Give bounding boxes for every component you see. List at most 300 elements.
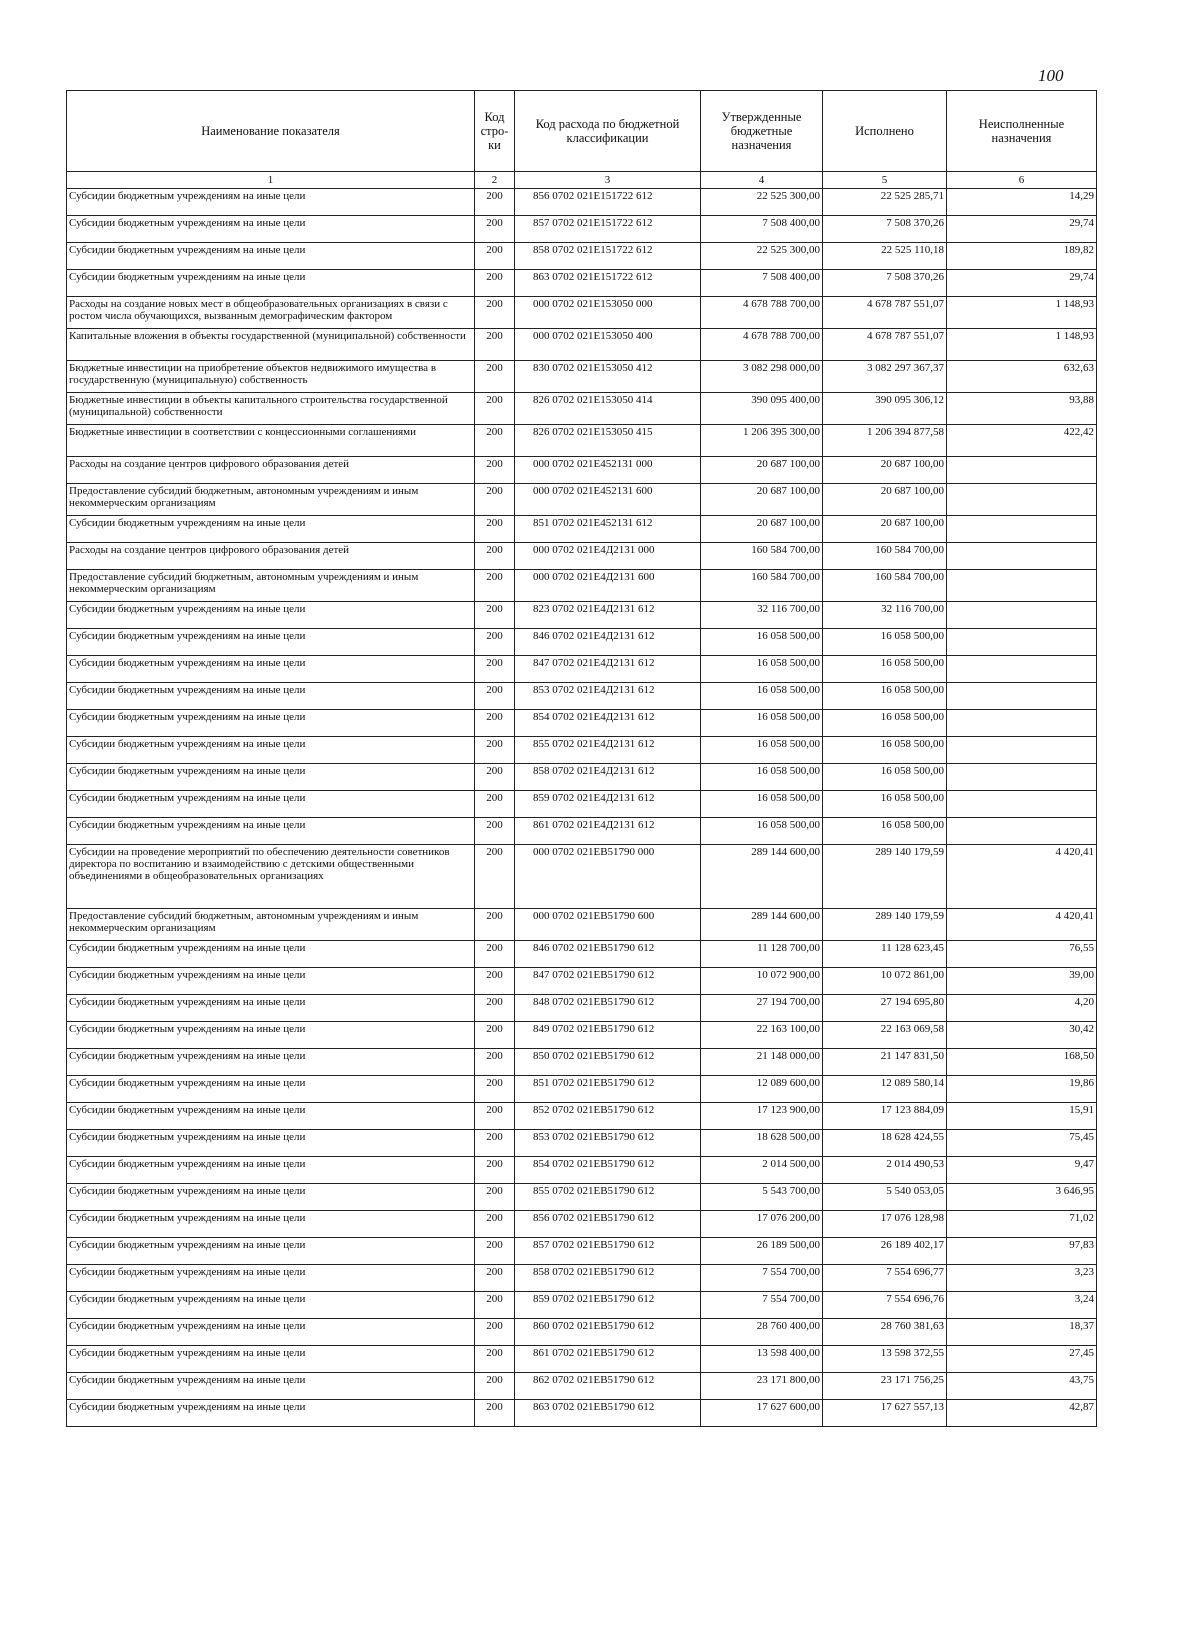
- unexecuted-cell: 4 420,41: [947, 909, 1097, 941]
- executed-cell: 17 076 128,98: [823, 1211, 947, 1238]
- expense-code-cell: 846 0702 021Е4Д2131 612: [515, 629, 701, 656]
- executed-cell: 16 058 500,00: [823, 737, 947, 764]
- table-row: [67, 393, 1097, 425]
- line-code-cell: 200: [475, 270, 515, 297]
- unexecuted-cell: 19,86: [947, 1076, 1097, 1103]
- approved-cell: 32 116 700,00: [701, 602, 823, 629]
- expense-code-cell: 857 0702 021ЕВ51790 612: [515, 1238, 701, 1265]
- indicator-name-cell: Субсидии бюджетным учреждениям на иные цели: [67, 1319, 475, 1346]
- table-row: [67, 361, 1097, 393]
- indicator-name-cell: Предоставление субсидий бюджетным, автономным учреждениям и иным некоммерческим организациям: [67, 484, 475, 516]
- column-number: 1: [67, 172, 475, 189]
- approved-cell: 17 627 600,00: [701, 1400, 823, 1427]
- table-row: [67, 968, 1097, 995]
- approved-cell: 289 144 600,00: [701, 845, 823, 909]
- unexecuted-cell: 3,24: [947, 1292, 1097, 1319]
- table-row: [67, 516, 1097, 543]
- executed-cell: 7 554 696,77: [823, 1265, 947, 1292]
- indicator-name-cell: Субсидии бюджетным учреждениям на иные цели: [67, 1346, 475, 1373]
- line-code-cell: 200: [475, 629, 515, 656]
- unexecuted-cell: [947, 543, 1097, 570]
- expense-code-cell: 849 0702 021ЕВ51790 612: [515, 1022, 701, 1049]
- expense-code-cell: 853 0702 021Е4Д2131 612: [515, 683, 701, 710]
- approved-cell: 13 598 400,00: [701, 1346, 823, 1373]
- approved-cell: 16 058 500,00: [701, 683, 823, 710]
- table-row: [67, 845, 1097, 909]
- indicator-name-cell: Субсидии бюджетным учреждениям на иные цели: [67, 764, 475, 791]
- expense-code-cell: 857 0702 021Е151722 612: [515, 216, 701, 243]
- expense-code-cell: 861 0702 021Е4Д2131 612: [515, 818, 701, 845]
- line-code-cell: 200: [475, 1076, 515, 1103]
- approved-cell: 27 194 700,00: [701, 995, 823, 1022]
- indicator-name-cell: Субсидии бюджетным учреждениям на иные цели: [67, 1076, 475, 1103]
- executed-cell: 7 554 696,76: [823, 1292, 947, 1319]
- indicator-name-cell: Субсидии бюджетным учреждениям на иные цели: [67, 737, 475, 764]
- table-row: [67, 270, 1097, 297]
- table-row: [67, 1373, 1097, 1400]
- unexecuted-cell: 4 420,41: [947, 845, 1097, 909]
- unexecuted-cell: 1 148,93: [947, 297, 1097, 329]
- header-executed: Исполнено: [823, 91, 947, 172]
- table-row: [67, 1130, 1097, 1157]
- table-row: [67, 189, 1097, 216]
- executed-cell: 20 687 100,00: [823, 484, 947, 516]
- line-code-cell: 200: [475, 1373, 515, 1400]
- unexecuted-cell: 29,74: [947, 270, 1097, 297]
- table-row: [67, 1265, 1097, 1292]
- header-unexecuted: Неисполненные назначения: [947, 91, 1097, 172]
- unexecuted-cell: 39,00: [947, 968, 1097, 995]
- expense-code-cell: 847 0702 021ЕВ51790 612: [515, 968, 701, 995]
- expense-code-cell: 863 0702 021ЕВ51790 612: [515, 1400, 701, 1427]
- unexecuted-cell: [947, 629, 1097, 656]
- executed-cell: 160 584 700,00: [823, 543, 947, 570]
- line-code-cell: 200: [475, 683, 515, 710]
- approved-cell: 28 760 400,00: [701, 1319, 823, 1346]
- executed-cell: 7 508 370,26: [823, 270, 947, 297]
- approved-cell: 3 082 298 000,00: [701, 361, 823, 393]
- executed-cell: 17 123 884,09: [823, 1103, 947, 1130]
- unexecuted-cell: 42,87: [947, 1400, 1097, 1427]
- unexecuted-cell: 18,37: [947, 1319, 1097, 1346]
- table-row: [67, 570, 1097, 602]
- table-body: [67, 189, 1097, 1427]
- unexecuted-cell: [947, 457, 1097, 484]
- expense-code-cell: 860 0702 021ЕВ51790 612: [515, 1319, 701, 1346]
- table-row: [67, 764, 1097, 791]
- executed-cell: 4 678 787 551,07: [823, 329, 947, 361]
- executed-cell: 16 058 500,00: [823, 818, 947, 845]
- indicator-name-cell: Субсидии на проведение мероприятий по обеспечению деятельности советников директора по воспитанию и взаимодействию с детскими общественными объединениями в общеобразовательных организациях: [67, 845, 475, 909]
- approved-cell: 20 687 100,00: [701, 516, 823, 543]
- column-number: 3: [515, 172, 701, 189]
- approved-cell: 5 543 700,00: [701, 1184, 823, 1211]
- indicator-name-cell: Субсидии бюджетным учреждениям на иные цели: [67, 1103, 475, 1130]
- indicator-name-cell: Субсидии бюджетным учреждениям на иные цели: [67, 656, 475, 683]
- column-number: 2: [475, 172, 515, 189]
- indicator-name-cell: Субсидии бюджетным учреждениям на иные цели: [67, 216, 475, 243]
- executed-cell: 16 058 500,00: [823, 629, 947, 656]
- indicator-name-cell: Субсидии бюджетным учреждениям на иные цели: [67, 516, 475, 543]
- line-code-cell: 200: [475, 484, 515, 516]
- approved-cell: 16 058 500,00: [701, 629, 823, 656]
- column-number-row: [67, 172, 1097, 189]
- unexecuted-cell: 76,55: [947, 941, 1097, 968]
- unexecuted-cell: [947, 710, 1097, 737]
- table-row: [67, 543, 1097, 570]
- approved-cell: 2 014 500,00: [701, 1157, 823, 1184]
- table-row: [67, 1157, 1097, 1184]
- indicator-name-cell: Бюджетные инвестиции в объекты капитального строительства государственной (муниципальной) собственности: [67, 393, 475, 425]
- column-number: 6: [947, 172, 1097, 189]
- indicator-name-cell: Бюджетные инвестиции в соответствии с концессионными соглашениями: [67, 425, 475, 457]
- line-code-cell: 200: [475, 1400, 515, 1427]
- executed-cell: 16 058 500,00: [823, 764, 947, 791]
- expense-code-cell: 000 0702 021Е452131 600: [515, 484, 701, 516]
- unexecuted-cell: [947, 484, 1097, 516]
- table-row: [67, 1319, 1097, 1346]
- executed-cell: 22 525 110,18: [823, 243, 947, 270]
- line-code-cell: 200: [475, 393, 515, 425]
- approved-cell: 20 687 100,00: [701, 484, 823, 516]
- executed-cell: 20 687 100,00: [823, 516, 947, 543]
- expense-code-cell: 862 0702 021ЕВ51790 612: [515, 1373, 701, 1400]
- expense-code-cell: 852 0702 021ЕВ51790 612: [515, 1103, 701, 1130]
- unexecuted-cell: 189,82: [947, 243, 1097, 270]
- table-row: [67, 710, 1097, 737]
- expense-code-cell: 855 0702 021Е4Д2131 612: [515, 737, 701, 764]
- executed-cell: 22 163 069,58: [823, 1022, 947, 1049]
- expense-code-cell: 863 0702 021Е151722 612: [515, 270, 701, 297]
- line-code-cell: 200: [475, 361, 515, 393]
- unexecuted-cell: 14,29: [947, 189, 1097, 216]
- indicator-name-cell: Субсидии бюджетным учреждениям на иные цели: [67, 1184, 475, 1211]
- expense-code-cell: 846 0702 021ЕВ51790 612: [515, 941, 701, 968]
- indicator-name-cell: Субсидии бюджетным учреждениям на иные цели: [67, 1265, 475, 1292]
- indicator-name-cell: Субсидии бюджетным учреждениям на иные цели: [67, 791, 475, 818]
- approved-cell: 10 072 900,00: [701, 968, 823, 995]
- expense-code-cell: 850 0702 021ЕВ51790 612: [515, 1049, 701, 1076]
- executed-cell: 16 058 500,00: [823, 791, 947, 818]
- line-code-cell: 200: [475, 1292, 515, 1319]
- unexecuted-cell: 3,23: [947, 1265, 1097, 1292]
- indicator-name-cell: Субсидии бюджетным учреждениям на иные цели: [67, 1292, 475, 1319]
- unexecuted-cell: 4,20: [947, 995, 1097, 1022]
- indicator-name-cell: Предоставление субсидий бюджетным, автономным учреждениям и иным некоммерческим организациям: [67, 909, 475, 941]
- executed-cell: 12 089 580,14: [823, 1076, 947, 1103]
- expense-code-cell: 856 0702 021ЕВ51790 612: [515, 1211, 701, 1238]
- expense-code-cell: 847 0702 021Е4Д2131 612: [515, 656, 701, 683]
- executed-cell: 32 116 700,00: [823, 602, 947, 629]
- line-code-cell: 200: [475, 189, 515, 216]
- line-code-cell: 200: [475, 1211, 515, 1238]
- indicator-name-cell: Расходы на создание центров цифрового образования детей: [67, 457, 475, 484]
- approved-cell: 16 058 500,00: [701, 818, 823, 845]
- expense-code-cell: 859 0702 021ЕВ51790 612: [515, 1292, 701, 1319]
- approved-cell: 17 123 900,00: [701, 1103, 823, 1130]
- table-row: [67, 1022, 1097, 1049]
- line-code-cell: 200: [475, 1346, 515, 1373]
- line-code-cell: 200: [475, 216, 515, 243]
- line-code-cell: 200: [475, 1238, 515, 1265]
- table-row: [67, 1184, 1097, 1211]
- unexecuted-cell: 97,83: [947, 1238, 1097, 1265]
- line-code-cell: 200: [475, 909, 515, 941]
- line-code-cell: 200: [475, 1049, 515, 1076]
- unexecuted-cell: 30,42: [947, 1022, 1097, 1049]
- expense-code-cell: 000 0702 021Е153050 400: [515, 329, 701, 361]
- unexecuted-cell: 632,63: [947, 361, 1097, 393]
- line-code-cell: 200: [475, 570, 515, 602]
- executed-cell: 289 140 179,59: [823, 909, 947, 941]
- indicator-name-cell: Расходы на создание новых мест в общеобразовательных организациях в связи с ростом числа обучающихся, вызванным демографическим фактором: [67, 297, 475, 329]
- expense-code-cell: 858 0702 021ЕВ51790 612: [515, 1265, 701, 1292]
- table-row: [67, 329, 1097, 361]
- line-code-cell: 200: [475, 710, 515, 737]
- approved-cell: 18 628 500,00: [701, 1130, 823, 1157]
- executed-cell: 3 082 297 367,37: [823, 361, 947, 393]
- line-code-cell: 200: [475, 297, 515, 329]
- approved-cell: 7 554 700,00: [701, 1292, 823, 1319]
- unexecuted-cell: 71,02: [947, 1211, 1097, 1238]
- expense-code-cell: 826 0702 021Е153050 415: [515, 425, 701, 457]
- indicator-name-cell: Субсидии бюджетным учреждениям на иные цели: [67, 189, 475, 216]
- unexecuted-cell: 27,45: [947, 1346, 1097, 1373]
- unexecuted-cell: 75,45: [947, 1130, 1097, 1157]
- approved-cell: 16 058 500,00: [701, 656, 823, 683]
- executed-cell: 1 206 394 877,58: [823, 425, 947, 457]
- line-code-cell: 200: [475, 516, 515, 543]
- line-code-cell: 200: [475, 845, 515, 909]
- table-row: [67, 216, 1097, 243]
- expense-code-cell: 000 0702 021Е452131 000: [515, 457, 701, 484]
- table-row: [67, 656, 1097, 683]
- indicator-name-cell: Субсидии бюджетным учреждениям на иные цели: [67, 968, 475, 995]
- unexecuted-cell: 15,91: [947, 1103, 1097, 1130]
- unexecuted-cell: [947, 570, 1097, 602]
- line-code-cell: 200: [475, 1265, 515, 1292]
- indicator-name-cell: Субсидии бюджетным учреждениям на иные цели: [67, 1022, 475, 1049]
- line-code-cell: 200: [475, 1022, 515, 1049]
- executed-cell: 23 171 756,25: [823, 1373, 947, 1400]
- page-number: 100: [1038, 66, 1064, 85]
- indicator-name-cell: Бюджетные инвестиции на приобретение объектов недвижимого имущества в государственную (муниципальную) собственность: [67, 361, 475, 393]
- unexecuted-cell: [947, 737, 1097, 764]
- executed-cell: 390 095 306,12: [823, 393, 947, 425]
- executed-cell: 16 058 500,00: [823, 710, 947, 737]
- table-row: [67, 995, 1097, 1022]
- unexecuted-cell: 29,74: [947, 216, 1097, 243]
- indicator-name-cell: Субсидии бюджетным учреждениям на иные цели: [67, 818, 475, 845]
- executed-cell: 22 525 285,71: [823, 189, 947, 216]
- executed-cell: 4 678 787 551,07: [823, 297, 947, 329]
- expense-code-cell: 858 0702 021Е151722 612: [515, 243, 701, 270]
- line-code-cell: 200: [475, 543, 515, 570]
- executed-cell: 21 147 831,50: [823, 1049, 947, 1076]
- unexecuted-cell: [947, 656, 1097, 683]
- table-row: [67, 1049, 1097, 1076]
- header-line-code: Код стро-ки: [475, 91, 515, 172]
- table-row: [67, 1103, 1097, 1130]
- line-code-cell: 200: [475, 1319, 515, 1346]
- approved-cell: 12 089 600,00: [701, 1076, 823, 1103]
- line-code-cell: 200: [475, 1130, 515, 1157]
- approved-cell: 22 163 100,00: [701, 1022, 823, 1049]
- line-code-cell: 200: [475, 425, 515, 457]
- unexecuted-cell: [947, 516, 1097, 543]
- unexecuted-cell: [947, 791, 1097, 818]
- expense-code-cell: 853 0702 021ЕВ51790 612: [515, 1130, 701, 1157]
- executed-cell: 27 194 695,80: [823, 995, 947, 1022]
- line-code-cell: 200: [475, 968, 515, 995]
- indicator-name-cell: Субсидии бюджетным учреждениям на иные цели: [67, 1130, 475, 1157]
- header-indicator-name: Наименование показателя: [67, 91, 475, 172]
- approved-cell: 4 678 788 700,00: [701, 329, 823, 361]
- line-code-cell: 200: [475, 791, 515, 818]
- expense-code-cell: 848 0702 021ЕВ51790 612: [515, 995, 701, 1022]
- executed-cell: 18 628 424,55: [823, 1130, 947, 1157]
- approved-cell: 7 554 700,00: [701, 1265, 823, 1292]
- approved-cell: 23 171 800,00: [701, 1373, 823, 1400]
- line-code-cell: 200: [475, 764, 515, 791]
- expense-code-cell: 826 0702 021Е153050 414: [515, 393, 701, 425]
- executed-cell: 289 140 179,59: [823, 845, 947, 909]
- header-approved: Утвержденные бюджетные назначения: [701, 91, 823, 172]
- executed-cell: 10 072 861,00: [823, 968, 947, 995]
- indicator-name-cell: Субсидии бюджетным учреждениям на иные цели: [67, 683, 475, 710]
- indicator-name-cell: Предоставление субсидий бюджетным, автономным учреждениям и иным некоммерческим организациям: [67, 570, 475, 602]
- line-code-cell: 200: [475, 243, 515, 270]
- expense-code-cell: 858 0702 021Е4Д2131 612: [515, 764, 701, 791]
- indicator-name-cell: Субсидии бюджетным учреждениям на иные цели: [67, 1049, 475, 1076]
- line-code-cell: 200: [475, 818, 515, 845]
- executed-cell: 16 058 500,00: [823, 683, 947, 710]
- executed-cell: 11 128 623,45: [823, 941, 947, 968]
- approved-cell: 390 095 400,00: [701, 393, 823, 425]
- table-row: [67, 818, 1097, 845]
- unexecuted-cell: 422,42: [947, 425, 1097, 457]
- line-code-cell: 200: [475, 995, 515, 1022]
- approved-cell: 17 076 200,00: [701, 1211, 823, 1238]
- approved-cell: 16 058 500,00: [701, 791, 823, 818]
- expense-code-cell: 000 0702 021Е4Д2131 000: [515, 543, 701, 570]
- expense-code-cell: 000 0702 021ЕВ51790 000: [515, 845, 701, 909]
- unexecuted-cell: 93,88: [947, 393, 1097, 425]
- approved-cell: 160 584 700,00: [701, 570, 823, 602]
- approved-cell: 16 058 500,00: [701, 737, 823, 764]
- indicator-name-cell: Субсидии бюджетным учреждениям на иные цели: [67, 243, 475, 270]
- unexecuted-cell: [947, 764, 1097, 791]
- line-code-cell: 200: [475, 602, 515, 629]
- indicator-name-cell: Капитальные вложения в объекты государственной (муниципальной) собственности: [67, 329, 475, 361]
- approved-cell: 22 525 300,00: [701, 243, 823, 270]
- executed-cell: 16 058 500,00: [823, 656, 947, 683]
- approved-cell: 160 584 700,00: [701, 543, 823, 570]
- approved-cell: 1 206 395 300,00: [701, 425, 823, 457]
- approved-cell: 26 189 500,00: [701, 1238, 823, 1265]
- table-row: [67, 791, 1097, 818]
- executed-cell: 26 189 402,17: [823, 1238, 947, 1265]
- indicator-name-cell: Субсидии бюджетным учреждениям на иные цели: [67, 629, 475, 656]
- table-row: [67, 297, 1097, 329]
- approved-cell: 21 148 000,00: [701, 1049, 823, 1076]
- approved-cell: 20 687 100,00: [701, 457, 823, 484]
- indicator-name-cell: Субсидии бюджетным учреждениям на иные цели: [67, 270, 475, 297]
- table-row: [67, 1211, 1097, 1238]
- expense-code-cell: 855 0702 021ЕВ51790 612: [515, 1184, 701, 1211]
- indicator-name-cell: Субсидии бюджетным учреждениям на иные цели: [67, 995, 475, 1022]
- expense-code-cell: 000 0702 021ЕВ51790 600: [515, 909, 701, 941]
- unexecuted-cell: 3 646,95: [947, 1184, 1097, 1211]
- line-code-cell: 200: [475, 1157, 515, 1184]
- table-row: [67, 1076, 1097, 1103]
- expense-code-cell: 859 0702 021Е4Д2131 612: [515, 791, 701, 818]
- unexecuted-cell: 43,75: [947, 1373, 1097, 1400]
- expense-code-cell: 854 0702 021Е4Д2131 612: [515, 710, 701, 737]
- expense-code-cell: 854 0702 021ЕВ51790 612: [515, 1157, 701, 1184]
- executed-cell: 7 508 370,26: [823, 216, 947, 243]
- table-row: [67, 484, 1097, 516]
- table-row: [67, 602, 1097, 629]
- expense-code-cell: 830 0702 021Е153050 412: [515, 361, 701, 393]
- table-row: [67, 1400, 1097, 1427]
- indicator-name-cell: Субсидии бюджетным учреждениям на иные цели: [67, 1238, 475, 1265]
- line-code-cell: 200: [475, 656, 515, 683]
- indicator-name-cell: Субсидии бюджетным учреждениям на иные цели: [67, 602, 475, 629]
- table-row: [67, 1238, 1097, 1265]
- column-number: 4: [701, 172, 823, 189]
- approved-cell: 16 058 500,00: [701, 764, 823, 791]
- expense-code-cell: 851 0702 021ЕВ51790 612: [515, 1076, 701, 1103]
- table-row: [67, 683, 1097, 710]
- executed-cell: 2 014 490,53: [823, 1157, 947, 1184]
- unexecuted-cell: 168,50: [947, 1049, 1097, 1076]
- line-code-cell: 200: [475, 457, 515, 484]
- indicator-name-cell: Субсидии бюджетным учреждениям на иные цели: [67, 941, 475, 968]
- table-row: [67, 629, 1097, 656]
- table-row: [67, 1346, 1097, 1373]
- indicator-name-cell: Субсидии бюджетным учреждениям на иные цели: [67, 1400, 475, 1427]
- indicator-name-cell: Субсидии бюджетным учреждениям на иные цели: [67, 710, 475, 737]
- unexecuted-cell: [947, 683, 1097, 710]
- indicator-name-cell: Субсидии бюджетным учреждениям на иные цели: [67, 1373, 475, 1400]
- header-expense-code: Код расхода по бюджетной классификации: [515, 91, 701, 172]
- approved-cell: 7 508 400,00: [701, 270, 823, 297]
- approved-cell: 11 128 700,00: [701, 941, 823, 968]
- executed-cell: 13 598 372,55: [823, 1346, 947, 1373]
- approved-cell: 289 144 600,00: [701, 909, 823, 941]
- executed-cell: 20 687 100,00: [823, 457, 947, 484]
- expense-code-cell: 823 0702 021Е4Д2131 612: [515, 602, 701, 629]
- approved-cell: 22 525 300,00: [701, 189, 823, 216]
- line-code-cell: 200: [475, 1103, 515, 1130]
- indicator-name-cell: Субсидии бюджетным учреждениям на иные цели: [67, 1157, 475, 1184]
- executed-cell: 28 760 381,63: [823, 1319, 947, 1346]
- table-row: [67, 1292, 1097, 1319]
- indicator-name-cell: Расходы на создание центров цифрового образования детей: [67, 543, 475, 570]
- header-row: [67, 91, 1097, 172]
- executed-cell: 160 584 700,00: [823, 570, 947, 602]
- unexecuted-cell: [947, 818, 1097, 845]
- line-code-cell: 200: [475, 1184, 515, 1211]
- column-number: 5: [823, 172, 947, 189]
- expense-code-cell: 856 0702 021Е151722 612: [515, 189, 701, 216]
- approved-cell: 7 508 400,00: [701, 216, 823, 243]
- expense-code-cell: 861 0702 021ЕВ51790 612: [515, 1346, 701, 1373]
- table-row: [67, 243, 1097, 270]
- line-code-cell: 200: [475, 737, 515, 764]
- unexecuted-cell: 9,47: [947, 1157, 1097, 1184]
